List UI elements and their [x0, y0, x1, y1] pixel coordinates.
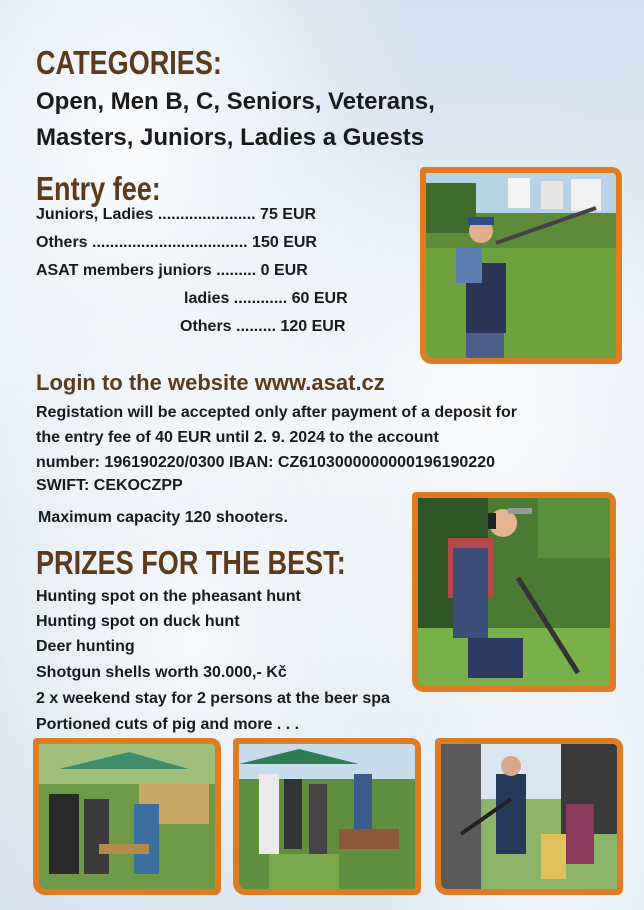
fee-row-asat-others: Others ......... 120 EUR	[180, 318, 346, 335]
prize-item-4: Shotgun shells worth 30.000,- Kč	[36, 664, 287, 681]
prize-item-5: 2 x weekend stay for 2 persons at the beer spa	[36, 690, 390, 707]
prize-item-6: Portioned cuts of pig and more . . .	[36, 716, 300, 733]
prizes-heading: PRIZES FOR THE BEST:	[36, 544, 346, 581]
photo-group-stand	[33, 738, 221, 895]
login-line-4: SWIFT: CEKOCZPP	[36, 477, 183, 494]
categories-line-2: Masters, Juniors, Ladies a Guests	[36, 124, 425, 151]
prize-item-2: Hunting spot on duck hunt	[36, 613, 240, 630]
entry-fee-heading: Entry fee:	[36, 170, 161, 207]
categories-heading: CATEGORIES:	[36, 44, 222, 81]
login-line-3: number: 196190220/0300 IBAN: CZ6103000000000196190220	[36, 454, 495, 471]
login-line-1: Registation will be accepted only after payment of a deposit for	[36, 404, 517, 421]
fee-row-juniors-ladies: Juniors, Ladies ...................... 75 EUR	[36, 206, 317, 223]
prize-item-3: Deer hunting	[36, 638, 135, 655]
categories-line-1: Open, Men B, C, Seniors, Veterans,	[36, 88, 435, 115]
prize-item-1: Hunting spot on the pheasant hunt	[36, 588, 301, 605]
login-heading: Login to the website www.asat.cz	[36, 370, 385, 395]
photo-shooters-platform	[435, 738, 623, 895]
login-line-2: the entry fee of 40 EUR until 2. 9. 2024 to the account	[36, 429, 439, 446]
photo-shooter-headset	[412, 492, 616, 692]
photo-shooter-field	[420, 167, 622, 364]
fee-row-others: Others ................................... 150 EUR	[36, 234, 317, 251]
photo-shooting-range	[233, 738, 421, 895]
capacity-text: Maximum capacity 120 shooters.	[38, 509, 288, 526]
fee-row-asat-ladies: ladies ............ 60 EUR	[184, 290, 348, 307]
fee-row-asat-juniors: ASAT members juniors ......... 0 EUR	[36, 262, 308, 279]
